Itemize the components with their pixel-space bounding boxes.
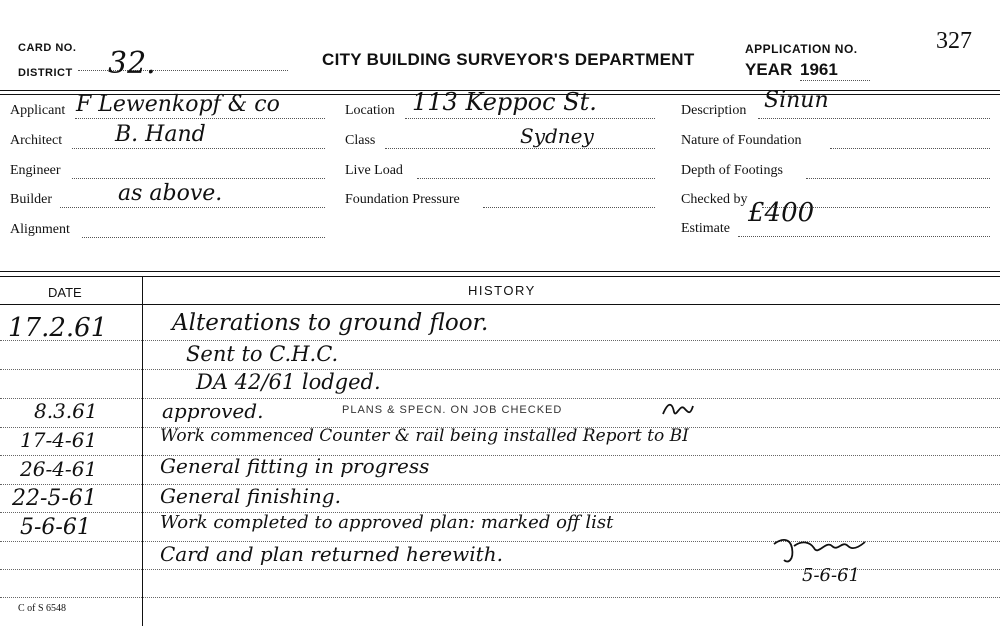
row-line (0, 340, 1000, 341)
date-column-divider (142, 277, 143, 626)
history-text: Alterations to ground floor. (172, 310, 489, 336)
history-date: 8.3.61 (34, 399, 98, 423)
location-line (405, 118, 655, 119)
architect-line (72, 148, 325, 149)
row-line (0, 369, 1000, 370)
builder-label: Builder (10, 192, 52, 207)
year-value: 1961 (800, 60, 838, 79)
estimate-line (738, 236, 990, 237)
application-no-value: 327 (936, 28, 972, 54)
description-label: Description (681, 103, 747, 118)
card-no-value: 32. (108, 46, 156, 81)
applicant-line (75, 118, 325, 119)
location-value: 113 Keppoc St. (412, 88, 597, 116)
card-no-label: CARD NO. (18, 42, 77, 54)
stamp-initials (660, 398, 696, 420)
live-load-line (417, 178, 655, 179)
engineer-label: Engineer (10, 163, 61, 178)
application-no-label: APPLICATION NO. (745, 42, 858, 56)
history-top-rule (0, 271, 1000, 272)
department-title: CITY BUILDING SURVEYOR'S DEPARTMENT (322, 50, 695, 69)
live-load-label: Live Load (345, 163, 403, 178)
estimate-label: Estimate (681, 221, 730, 236)
history-date: 26-4-61 (20, 457, 98, 481)
year-label: YEAR (745, 60, 793, 79)
foundation-pressure-label: Foundation Pressure (345, 192, 460, 207)
description-value: Sinun (764, 88, 829, 113)
history-text: Sent to C.H.C. (186, 342, 339, 366)
class-line (385, 148, 655, 149)
class-label: Class (345, 133, 376, 148)
foundation-pressure-line (483, 207, 655, 208)
nature-label: Nature of Foundation (681, 133, 802, 148)
history-text: DA 42/61 lodged. (196, 370, 381, 394)
history-date: 5-6-61 (20, 515, 91, 540)
estimate-value: £400 (748, 198, 815, 228)
history-text: Card and plan returned herewith. (160, 542, 503, 566)
history-date: 22-5-61 (12, 486, 97, 511)
history-text: approved. (162, 399, 264, 423)
form-number: C of S 6548 (18, 603, 67, 614)
depth-line (806, 178, 990, 179)
history-header-rule (0, 304, 1000, 305)
year-line (800, 80, 870, 81)
alignment-line (82, 237, 325, 238)
engineer-line (72, 178, 325, 179)
applicant-value: F Lewenkopf & co (76, 92, 280, 117)
history-text: Work commenced Counter & rail being installed Report to BI (160, 426, 689, 446)
history-top-rule-2 (0, 276, 1000, 277)
builder-value: as above. (118, 181, 223, 206)
history-text: Work completed to approved plan: marked off list (160, 512, 614, 533)
row-line (0, 398, 1000, 399)
alignment-label: Alignment (10, 222, 70, 237)
checked-stamp: PLANS & SPECN. ON JOB CHECKED (342, 404, 563, 416)
district-label: DISTRICT (18, 67, 73, 79)
history-date: 17.2.61 (8, 313, 108, 343)
history-date: 17-4-61 (20, 428, 98, 452)
applicant-label: Applicant (10, 103, 66, 118)
history-column-header: HISTORY (468, 283, 536, 298)
architect-label: Architect (10, 133, 63, 148)
nature-line (830, 148, 990, 149)
location-label: Location (345, 103, 395, 118)
date-column-header: DATE (48, 285, 82, 300)
row-line (0, 455, 1000, 456)
checked-label: Checked by (681, 192, 748, 207)
description-line (758, 118, 990, 119)
architect-value: B. Hand (115, 122, 206, 147)
builder-line (60, 207, 325, 208)
signature-date: 5-6-61 (802, 565, 860, 586)
row-line (0, 484, 1000, 485)
history-text: General fitting in progress (160, 454, 430, 478)
row-line (0, 597, 1000, 598)
history-text: General finishing. (160, 484, 341, 508)
class-value: Sydney (520, 124, 594, 148)
depth-label: Depth of Footings (681, 163, 783, 178)
